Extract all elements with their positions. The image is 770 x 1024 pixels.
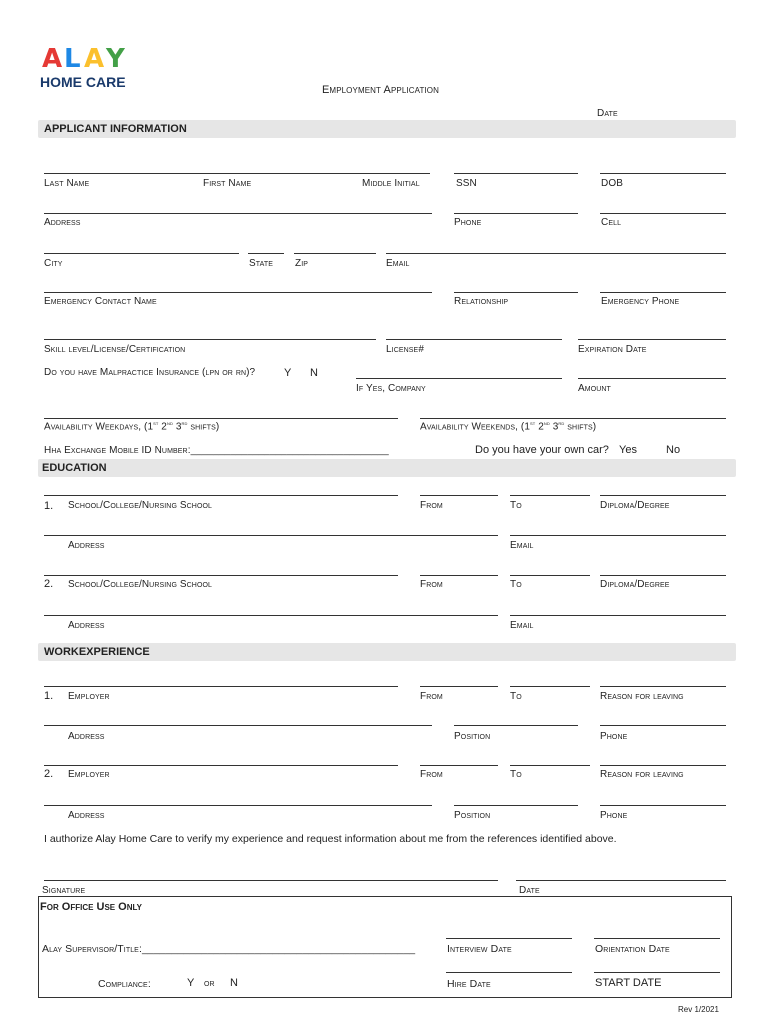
name-field[interactable] [44, 173, 430, 174]
work1-to-field[interactable] [510, 686, 590, 687]
work2-address-field[interactable] [44, 805, 432, 806]
avail-weekends-tail: shifts) [564, 421, 597, 433]
interview-date-field[interactable] [446, 938, 572, 939]
emergency-phone-label: Emergency Phone [601, 296, 680, 307]
weekdays-num-3: 3 [172, 421, 182, 433]
dob-field[interactable] [600, 173, 726, 174]
date-label: Date [597, 108, 618, 119]
avail-weekdays-text: Availability Weekdays, (1 [44, 421, 154, 433]
work2-from-label: From [420, 769, 443, 780]
malpractice-question: Do you have Malpractice Insurance (lpn or rn)? [44, 367, 256, 378]
amount-field[interactable] [578, 378, 726, 379]
weekends-ord-nd: nd [543, 421, 550, 427]
work1-reason-label: Reason for leaving [600, 691, 684, 702]
weekends-ord-rd: rd [558, 421, 565, 427]
work1-employer-label: Employer [68, 691, 110, 702]
weekends-num-2: 2 [535, 421, 544, 433]
edu2-from-label: From [420, 579, 443, 590]
edu2-address-label: Address [68, 620, 105, 631]
company-field[interactable] [356, 378, 562, 379]
work1-employer-field[interactable] [44, 686, 398, 687]
form-title: Employment Application [322, 84, 439, 96]
license-label: License# [386, 344, 424, 355]
edu2-school-field[interactable] [44, 575, 398, 576]
hha-label [44, 445, 389, 456]
work1-number: 1. [44, 690, 54, 702]
avail-weekdays-field[interactable] [44, 418, 398, 419]
car-yes-option[interactable]: Yes [619, 444, 637, 456]
edu1-diploma-label: Diploma/Degree [600, 500, 670, 511]
own-car-question: Do you have your own car? [475, 444, 609, 456]
orientation-date-field[interactable] [594, 938, 720, 939]
if-yes-company-label: If Yes, Company [356, 383, 426, 394]
compliance-label: Compliance: [98, 978, 151, 990]
city-label: City [44, 258, 63, 269]
compliance-or: or [204, 978, 215, 989]
city-field[interactable] [44, 253, 239, 254]
amount-label: Amount [578, 383, 611, 394]
education-section-heading: EDUCATION [42, 462, 107, 474]
edu1-email-label: Email [510, 540, 534, 551]
weekdays-ord-nd: nd [166, 421, 173, 427]
logo-letter-y: Y [106, 44, 125, 74]
education-section-bar [38, 459, 736, 477]
supervisor-label [42, 943, 415, 955]
work2-phone-field[interactable] [600, 805, 726, 806]
avail-weekdays-tail: shifts) [187, 421, 220, 433]
emergency-contact-label: Emergency Contact Name [44, 296, 157, 307]
work2-employer-field[interactable] [44, 765, 398, 766]
supervisor-blank[interactable]: ______________________________________________ [141, 943, 416, 955]
edu1-school-field[interactable] [44, 495, 398, 496]
email-label: Email [386, 258, 410, 269]
edu2-email-label: Email [510, 620, 534, 631]
email-field[interactable] [386, 253, 726, 254]
malpractice-yes[interactable]: Y [284, 367, 292, 379]
state-label: State [249, 258, 274, 269]
cell-label: Cell [601, 217, 622, 228]
edu2-to-field[interactable] [510, 575, 590, 576]
work2-employer-label: Employer [68, 769, 110, 780]
cell-field[interactable] [600, 213, 726, 214]
edu1-number: 1. [44, 500, 54, 512]
ssn-label: SSN [456, 178, 477, 189]
edu1-school-label: School/College/Nursing School [68, 500, 213, 511]
logo-letter-l: L [64, 44, 81, 74]
avail-weekdays-label [44, 421, 219, 432]
last-name-label: Last Name [44, 178, 90, 189]
expiration-field[interactable] [578, 339, 726, 340]
edu2-from-field[interactable] [420, 575, 498, 576]
state-field[interactable] [248, 253, 284, 254]
applicant-section-heading: APPLICANT INFORMATION [44, 123, 187, 135]
office-use-heading: For Office Use Only [40, 901, 142, 913]
work2-reason-field[interactable] [600, 765, 726, 766]
supervisor-text: Alay Supervisor/Title: [42, 943, 142, 955]
hire-date-field[interactable] [446, 972, 572, 973]
logo-letter-a1: A [42, 44, 63, 74]
edu1-diploma-field[interactable] [600, 495, 726, 496]
start-date-label: START DATE [595, 977, 662, 989]
address-field[interactable] [44, 213, 432, 214]
weekdays-num-2: 2 [158, 421, 167, 433]
hha-blank-tail[interactable]: ______ [354, 445, 389, 456]
hire-date-label: Hire Date [447, 978, 491, 990]
weekends-num-3: 3 [549, 421, 559, 433]
work2-to-field[interactable] [510, 765, 590, 766]
phone-field[interactable] [454, 213, 578, 214]
car-no-option[interactable]: No [666, 444, 681, 456]
hha-blank[interactable]: _____________________________ [190, 445, 355, 456]
weekdays-ord-st: st [153, 421, 159, 427]
middle-initial-label: Middle Initial [362, 178, 420, 189]
edu1-address-label: Address [68, 540, 105, 551]
work1-address-field[interactable] [44, 725, 432, 726]
emergency-phone-field[interactable] [600, 292, 726, 293]
signature-label: Signature [42, 885, 86, 896]
work1-position-field[interactable] [454, 725, 578, 726]
relationship-field[interactable] [454, 292, 578, 293]
work1-address-label: Address [68, 731, 105, 742]
logo-letter-a2: A [84, 44, 105, 74]
edu1-from-field[interactable] [420, 495, 498, 496]
edu2-email-field[interactable] [510, 615, 726, 616]
edu2-diploma-field[interactable] [600, 575, 726, 576]
zip-field[interactable] [294, 253, 376, 254]
edu2-number: 2. [44, 578, 54, 590]
relationship-label: Relationship [454, 296, 509, 307]
edu2-address-field[interactable] [44, 615, 498, 616]
work1-from-label: From [420, 691, 443, 702]
work2-position-field[interactable] [454, 805, 578, 806]
work1-phone-field[interactable] [600, 725, 726, 726]
work1-to-label: To [510, 691, 522, 702]
edu1-to-label: To [510, 500, 522, 511]
signature-field[interactable] [44, 880, 498, 881]
logo-subtitle: HOME CARE [40, 74, 126, 90]
edu2-diploma-label: Diploma/Degree [600, 579, 670, 590]
phone-label: Phone [454, 217, 482, 228]
edu1-from-label: From [420, 500, 443, 511]
skill-label: Skill level/License/Certification [44, 344, 186, 355]
work2-reason-label: Reason for leaving [600, 769, 684, 780]
hha-text: Hha Exchange Mobile ID Number: [44, 445, 191, 456]
address-label: Address [44, 217, 81, 228]
skill-field[interactable] [44, 339, 376, 340]
ssn-field[interactable] [454, 173, 578, 174]
signature-date-field[interactable] [516, 880, 726, 881]
edu1-address-field[interactable] [44, 535, 498, 536]
work2-phone-label: Phone [600, 810, 628, 821]
interview-date-label: Interview Date [447, 943, 512, 955]
work1-reason-field[interactable] [600, 686, 726, 687]
avail-weekends-field[interactable] [420, 418, 726, 419]
work2-address-label: Address [68, 810, 105, 821]
dob-label: DOB [601, 178, 623, 189]
avail-weekends-text: Availability Weekends, (1 [420, 421, 531, 433]
work2-number: 2. [44, 768, 54, 780]
license-field[interactable] [386, 339, 562, 340]
work1-from-field[interactable] [420, 686, 498, 687]
work1-position-label: Position [454, 731, 491, 742]
edu1-email-field[interactable] [510, 535, 726, 536]
work-section-heading: WORKEXPERIENCE [44, 646, 150, 658]
avail-weekends-label [420, 421, 596, 432]
signature-date-label: Date [519, 885, 540, 896]
edu2-school-label: School/College/Nursing School [68, 579, 213, 590]
emergency-contact-field[interactable] [44, 292, 432, 293]
orientation-date-label: Orientation Date [595, 943, 670, 955]
company-logo [38, 44, 133, 92]
work2-from-field[interactable] [420, 765, 498, 766]
weekends-ord-st: st [530, 421, 536, 427]
authorization-statement: I authorize Alay Home Care to verify my experience and request information about me from the references identified above. [44, 833, 617, 845]
compliance-yes[interactable]: Y [187, 977, 195, 989]
edu1-to-field[interactable] [510, 495, 590, 496]
revision-label: Rev 1/2021 [678, 1005, 719, 1014]
work1-phone-label: Phone [600, 731, 628, 742]
zip-label: Zip [295, 258, 309, 269]
weekdays-ord-rd: rd [181, 421, 188, 427]
work2-to-label: To [510, 769, 522, 780]
edu2-to-label: To [510, 579, 522, 590]
start-date-field[interactable] [594, 972, 720, 973]
first-name-label: First Name [203, 178, 252, 189]
work2-position-label: Position [454, 810, 491, 821]
malpractice-no[interactable]: N [310, 367, 319, 379]
compliance-no[interactable]: N [230, 977, 238, 989]
expiration-label: Expiration Date [578, 344, 647, 355]
